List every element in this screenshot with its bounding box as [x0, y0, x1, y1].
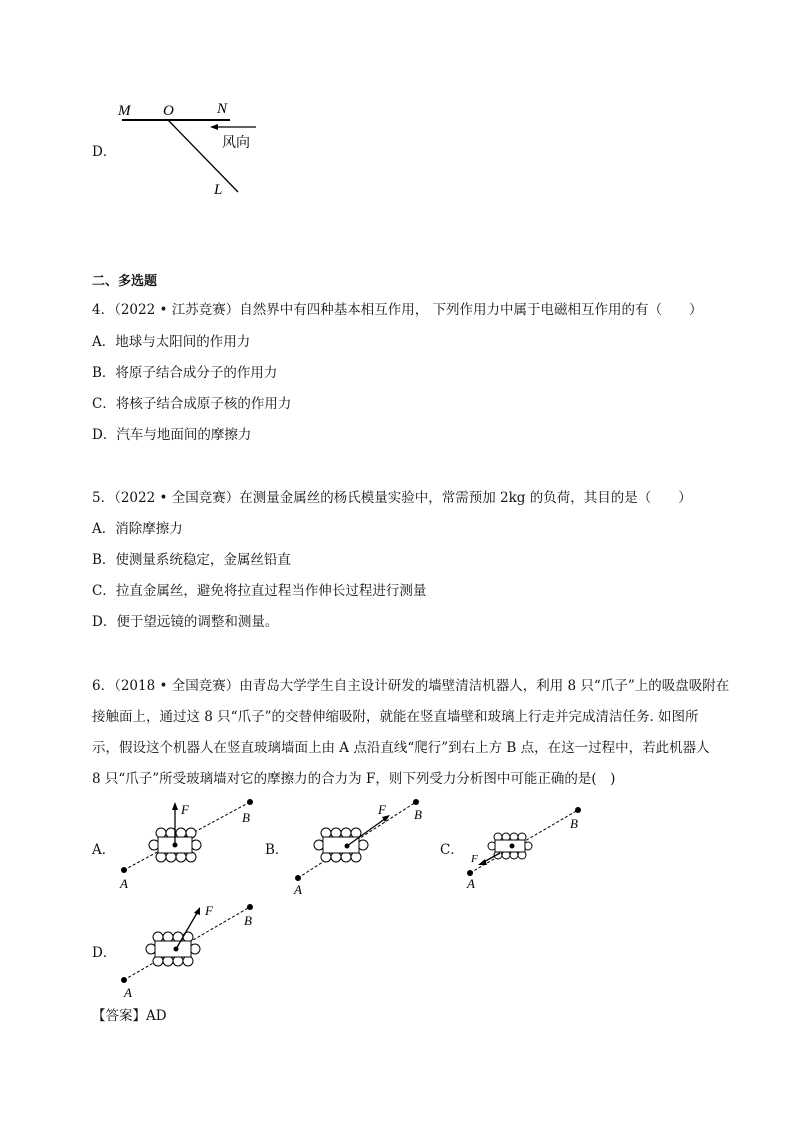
line-ol [168, 120, 238, 192]
q6-line-3: 示，假设这个机器人在竖直玻璃墙面上由 A 点沿直线“爬行”到右上方 B 点，在这一过程中，若此机器人 [92, 740, 710, 756]
q6-option-b-label: B． [265, 842, 289, 858]
q4-option-a: A．地球与太阳间的作用力 [92, 334, 251, 350]
q4-option-c: C．将核子结合成原子核的作用力 [92, 396, 292, 412]
q6-line-2: 接触面上，通过这 8 只“爪子”的交替伸缩吸附，就能在竖直墙壁和玻璃上行走并完成清洁任务. 如图所 [92, 709, 699, 725]
label-f: F [471, 853, 478, 865]
q4-option-b: B．将原子结合成分子的作用力 [92, 365, 278, 381]
q3-option-d-label: D． [92, 144, 117, 160]
q6-figure-b [286, 790, 446, 900]
answer: 【答案】AD [92, 1008, 167, 1024]
robot [488, 833, 532, 859]
point-b-dot [247, 904, 253, 910]
q6-figure-a [112, 790, 272, 900]
q6-line-1: 6．（2018 • 全国竞赛）由青岛大学学生自主设计研发的墙壁清洁机器人，利用 8 只“爪子”上的吸盘吸附在 [92, 678, 730, 694]
q6-line-4: 8 只“爪子”所受玻璃墙对它的摩擦力的合力为 F，则下列受力分析图中可能正确的是( ) [92, 771, 616, 787]
q6-option-a-label: A． [92, 842, 116, 858]
label-f: F [378, 802, 386, 817]
q6-figure-c [460, 790, 620, 900]
q6-option-d-label: D． [92, 945, 117, 961]
label-n: N [217, 101, 228, 117]
point-b-dot [575, 807, 581, 813]
label-l: L [214, 182, 223, 198]
robot [314, 828, 368, 862]
section-title: 二、多选题 [92, 274, 158, 289]
label-b: B [242, 810, 250, 825]
label-a: A [124, 985, 132, 1000]
robot [146, 932, 200, 966]
label-a: A [294, 882, 302, 897]
label-o: O [163, 103, 174, 119]
label-f: F [181, 802, 189, 817]
point-b-dot [247, 799, 253, 805]
label-f: F [205, 903, 213, 918]
label-a: A [467, 876, 475, 891]
q5-option-a: A．消除摩擦力 [92, 521, 183, 537]
q4-stem: 4．（2022 • 江苏竞赛）自然界中有四种基本相互作用， 下列作用力中属于电磁相互作用的有（ ） [92, 302, 703, 318]
q5-stem: 5．（2022 • 全国竞赛）在测量金属丝的杨氏模量实验中，常需预加 2kg 的负荷，其目的是（ ） [92, 490, 692, 506]
label-b: B [244, 913, 252, 928]
label-wind: 风向 [222, 136, 250, 151]
q5-option-b: B．使测量系统稳定，金属丝铅直 [92, 552, 291, 568]
label-a: A [120, 876, 128, 891]
point-b-dot [413, 799, 419, 805]
point-a-dot [121, 867, 127, 873]
q4-option-d: D．汽车与地面间的摩擦力 [92, 427, 252, 443]
point-a-dot [295, 875, 301, 881]
point-a-dot [121, 977, 127, 983]
q5-option-c: C．拉直金属丝，避免将拉直过程当作伸长过程进行测量 [92, 583, 427, 599]
q6-option-c-label: C． [440, 842, 464, 858]
wind-arrow-head [210, 124, 218, 130]
q6-figure-d [112, 895, 272, 1005]
q3-option-d-figure [110, 95, 270, 205]
label-m: M [118, 103, 131, 119]
label-b: B [414, 807, 422, 822]
q5-option-d: D．便于望远镜的调整和测量。 [92, 614, 279, 630]
label-b: B [570, 816, 578, 831]
